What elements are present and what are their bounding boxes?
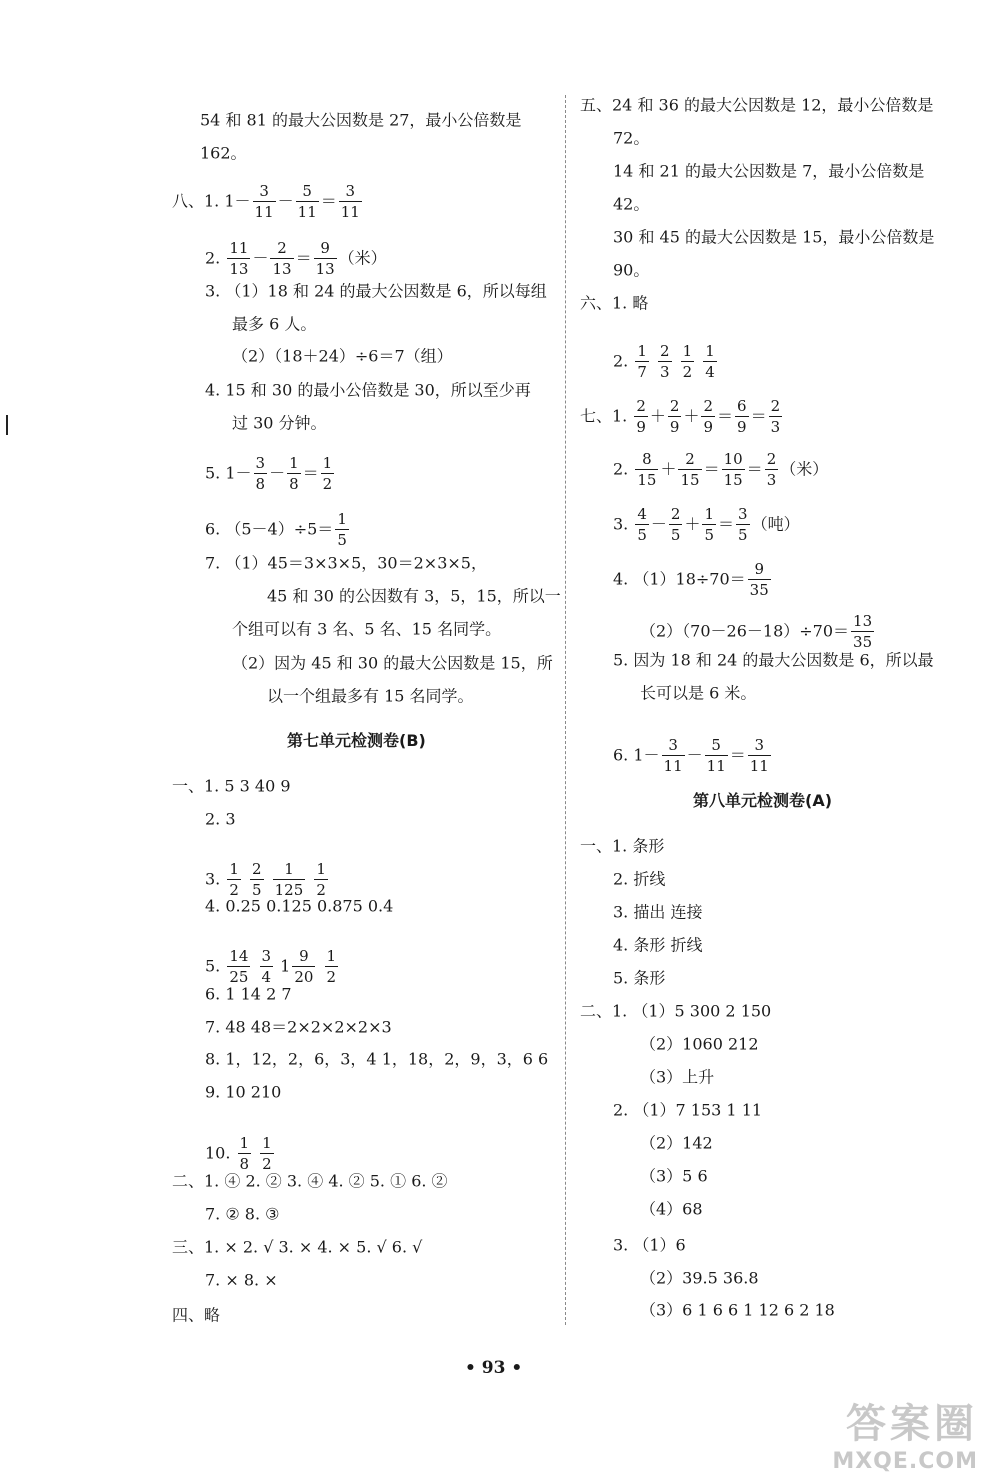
answer-line: （3）5 6 (640, 1166, 708, 1186)
answer-line: 个组可以有 3 名、5 名、15 名同学。 (232, 619, 502, 639)
fraction: $\frac{1}{8}$ (289, 454, 299, 493)
fraction: $\frac{9}{20}$ (294, 947, 314, 986)
answer-line: 30 和 45 的最大公因数是 15，最小公倍数是 (613, 227, 935, 247)
fraction: $\frac{1}{2}$ (262, 1134, 272, 1173)
answer-line: 9. 10 210 (205, 1082, 282, 1102)
answer-line: 8. 1，12，2，6，3，4 1，18，2，9，3，6 6 (205, 1049, 549, 1069)
fraction: $\frac{1}{2}$ (316, 860, 326, 899)
answer-line: 7. 48 48＝2×2×2×2×3 (205, 1017, 392, 1037)
answer-line: 7. （1）45＝3×3×5，30＝2×3×5， (205, 553, 487, 573)
fraction: $\frac{2}{9}$ (703, 397, 714, 436)
fraction: $\frac{2}{5}$ (670, 505, 681, 544)
answer-line: 4. 0.25 0.125 0.875 0.4 (205, 896, 394, 916)
fraction: $\frac{1}{2}$ (326, 947, 337, 986)
fraction: $\frac{1}{2}$ (322, 454, 333, 493)
answer-line: （2）（18＋24）÷6＝7（组） (232, 346, 453, 366)
answer-line: 一、1. 条形 (580, 836, 665, 856)
answer-line: 3. $\frac{4}{5}$ － $\frac{2}{5}$ ＋ $\frac{1}{5}$ ＝ $\frac{3}{5}$ （吨） (613, 505, 800, 544)
answer-line: 3. （1）18 和 24 的最大公因数是 6，所以每组 (205, 281, 547, 301)
watermark-line1: 答案圈 (846, 1401, 978, 1447)
unit8a-heading: 第八单元检测卷(A) (693, 791, 833, 810)
fraction: $\frac{10}{15}$ (723, 450, 743, 489)
answer-line: （4）68 (640, 1199, 703, 1219)
fraction: $\frac{3}{11}$ (340, 182, 360, 221)
answer-line: 54 和 81 的最大公因数是 27，最小公倍数是 (200, 110, 522, 130)
fraction: $\frac{3}{8}$ (255, 454, 266, 493)
answer-line: 90。 (613, 260, 650, 280)
answer-line: 5. 1－ $\frac{3}{8}$ － $\frac{1}{8}$ ＝ $\frac{1}{2}$ (205, 454, 333, 493)
fraction: $\frac{8}{15}$ (637, 450, 657, 489)
answer-line: 四、略 (172, 1305, 221, 1325)
fraction: $\frac{6}{9}$ (737, 397, 747, 436)
fraction: $\frac{9}{35}$ (749, 560, 769, 599)
answer-line: 2. $\frac{11}{13}$ － $\frac{2}{13}$ ＝ $\frac{9}{13}$ （米） (205, 239, 387, 278)
fraction: $\frac{1}{4}$ (705, 342, 715, 381)
answer-line: 6. 1－ $\frac{3}{11}$ － $\frac{5}{11}$ ＝ $\frac{3}{11}$ (613, 736, 769, 775)
answer-line: 6. 1 14 2 7 (205, 984, 292, 1004)
answer-line: 五、24 和 36 的最大公因数是 12，最小公倍数是 (580, 95, 934, 115)
answer-line: 72。 (613, 128, 650, 148)
fraction: $\frac{13}{35}$ (853, 612, 873, 651)
answer-line: 二、1. （1）5 300 2 150 (580, 1001, 772, 1021)
fraction: $\frac{1}{7}$ (637, 342, 647, 381)
fraction: $\frac{3}{11}$ (749, 736, 769, 775)
fraction: $\frac{11}{13}$ (229, 239, 249, 278)
fraction: $\frac{1}{2}$ (229, 860, 239, 899)
answer-line: 7. × 8. × (205, 1270, 278, 1290)
answer-line: （2）1060 212 (640, 1034, 759, 1054)
fraction: $\frac{14}{25}$ (229, 947, 249, 986)
watermark-logo (832, 1392, 978, 1474)
fraction: $\frac{3}{5}$ (738, 505, 748, 544)
answer-line: 10. $\frac{1}{8}$ $\frac{1}{2}$ (205, 1134, 272, 1173)
answer-line: 2. （1）7 153 1 11 (613, 1100, 763, 1120)
answer-line: 六、1. 略 (580, 293, 649, 313)
fraction: $\frac{9}{13}$ (315, 239, 335, 278)
answer-line: 6. （5－4）÷5＝ $\frac{1}{5}$ (205, 510, 347, 549)
answer-line: 4. 条形 折线 (613, 935, 703, 955)
answer-line: （2）39.5 36.8 (640, 1268, 759, 1288)
fraction: $\frac{3}{11}$ (663, 736, 683, 775)
answer-line: 4. 15 和 30 的最小公倍数是 30，所以至少再 (205, 380, 531, 400)
answer-line: 2. $\frac{1}{7}$ $\frac{2}{3}$ $\frac{1}{2}$ $\frac{1}{4}$ (613, 342, 715, 381)
fraction: $\frac{2}{3}$ (770, 397, 781, 436)
answer-line: 长可以是 6 米。 (640, 683, 757, 703)
answer-line: 5. 条形 (613, 968, 666, 988)
answer-line: 3. $\frac{1}{2}$ $\frac{2}{5}$ $\frac{1}{125}$ $\frac{1}{2}$ (205, 860, 326, 899)
fraction: $\frac{2}{13}$ (272, 239, 292, 278)
unit7b-heading: 第七单元检测卷(B) (287, 731, 426, 750)
column-divider (565, 95, 566, 1325)
answer-line: 45 和 30 的公因数有 3，5，15，所以一 (267, 586, 561, 606)
answer-line: 以一个组最多有 15 名同学。 (267, 686, 474, 706)
watermark-line2: MXQE.COM (832, 1449, 978, 1474)
answer-line: 42。 (613, 194, 650, 214)
fraction: $\frac{5}{11}$ (706, 736, 726, 775)
fraction: $\frac{1}{5}$ (704, 505, 715, 544)
fraction: $\frac{3}{11}$ (254, 182, 274, 221)
fraction: $\frac{1}{2}$ (682, 342, 693, 381)
answer-line: 3. 描出 连接 (613, 902, 703, 922)
fraction: $\frac{4}{5}$ (637, 505, 647, 544)
fraction: $\frac{1}{125}$ (274, 860, 304, 899)
answer-line: 2. 3 (205, 809, 236, 829)
answer-line: （2）142 (640, 1133, 713, 1153)
fraction: $\frac{2}{9}$ (636, 397, 646, 436)
answer-line: （3）上升 (640, 1067, 715, 1087)
answer-line: 2. $\frac{8}{15}$ ＋ $\frac{2}{15}$ ＝ $\frac{10}{15}$ ＝ $\frac{2}{3}$ （米） (613, 450, 829, 489)
fraction: $\frac{2}{3}$ (766, 450, 777, 489)
answer-line: （2）（70－26－18）÷70＝ $\frac{13}{35}$ (640, 612, 873, 651)
answer-line: （3）6 1 6 6 1 12 6 2 18 (640, 1300, 835, 1320)
fraction: $\frac{2}{15}$ (680, 450, 700, 489)
fraction: $\frac{2}{9}$ (669, 397, 680, 436)
answer-line: 162。 (200, 143, 247, 163)
fraction: $\frac{2}{5}$ (252, 860, 262, 899)
fraction: $\frac{3}{4}$ (261, 947, 272, 986)
answer-line: 七、1. $\frac{2}{9}$ ＋ $\frac{2}{9}$ ＋ $\frac{2}{9}$ ＝ $\frac{6}{9}$ ＝ $\frac{2}{3}$ (580, 397, 781, 436)
answer-line: 4. （1）18÷70＝ $\frac{9}{35}$ (613, 560, 769, 599)
edge-mark (6, 415, 8, 435)
answer-line: 一、1. 5 3 40 9 (172, 776, 291, 796)
answer-line: 5. 因为 18 和 24 的最大公因数是 6，所以最 (613, 650, 934, 670)
answer-line: 二、1. ④ 2. ② 3. ④ 4. ② 5. ① 6. ② (172, 1171, 448, 1191)
page-number: • 93 • (465, 1358, 523, 1378)
fraction: $\frac{1}{8}$ (239, 1134, 250, 1173)
answer-line: 过 30 分钟。 (232, 413, 327, 433)
answer-line: 三、1. × 2. √ 3. × 4. × 5. √ 6. √ (172, 1237, 423, 1257)
answer-line: 最多 6 人。 (232, 314, 317, 334)
answer-line: 5. $\frac{14}{25}$ $\frac{3}{4}$ 1 $\frac{9}{20}$ $\frac{1}{2}$ (205, 947, 337, 986)
answer-line: 2. 折线 (613, 869, 666, 889)
fraction: $\frac{2}{3}$ (660, 342, 670, 381)
answer-line: （2）因为 45 和 30 的最大公因数是 15，所 (232, 653, 553, 673)
answer-line: 八、1. 1－ $\frac{3}{11}$ － $\frac{5}{11}$ ＝ $\frac{3}{11}$ (172, 182, 360, 221)
answer-line: 14 和 21 的最大公因数是 7，最小公倍数是 (613, 161, 925, 181)
answer-line: 7. ② 8. ③ (205, 1204, 280, 1224)
fraction: $\frac{5}{11}$ (297, 182, 317, 221)
answer-line: 3. （1）6 (613, 1235, 686, 1255)
fraction: $\frac{1}{5}$ (337, 510, 347, 549)
